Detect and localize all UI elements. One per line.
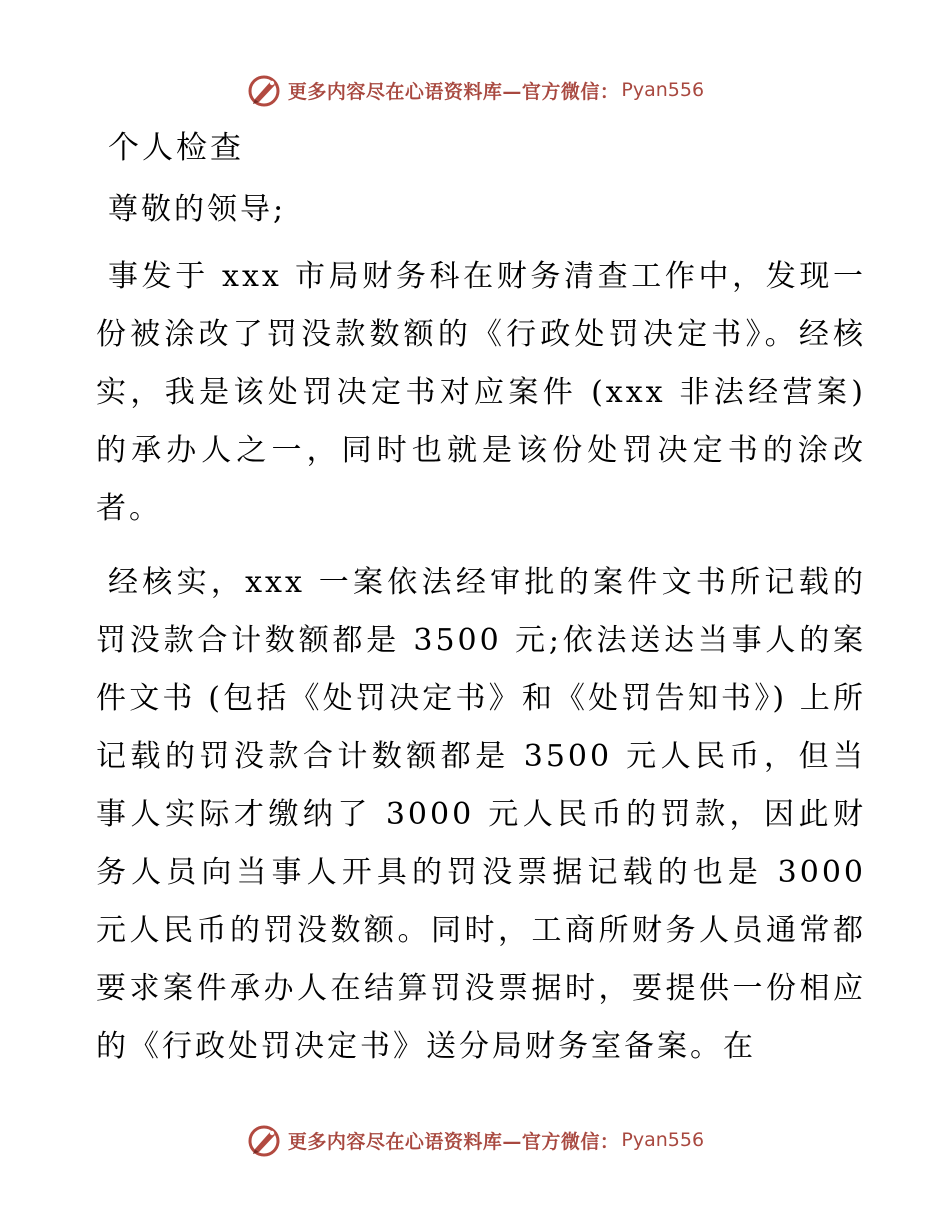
watermark-text: 更多内容尽在心语资料库—官方微信：	[287, 1130, 620, 1153]
watermark-text: 更多内容尽在心语资料库—官方微信：	[287, 80, 620, 103]
document-body	[96, 124, 866, 1092]
salutation: 尊敬的领导;	[108, 192, 287, 227]
pen-nib-logo-icon	[246, 1122, 282, 1158]
paragraph-1: 事发于 xxx 市局财务科在财务清查工作中，发现一份被涂改了罚没款数额的《行政处罚决定书》。经核实，我是该处罚决定书对应案件 (xxx 非法经营案) 的承办人之一，同时也就是该份处罚决定书的涂改者。	[96, 259, 866, 526]
watermark-handle: Pyan556	[621, 79, 705, 101]
watermark-handle: Pyan556	[621, 1129, 705, 1151]
footer-watermark	[0, 1120, 950, 1160]
header-watermark	[0, 70, 950, 110]
document-title: 个人检查	[108, 130, 244, 166]
paragraph-2: 经核实，xxx 一案依法经审批的案件文书所记载的罚没款合计数额都是 3500 元;依法送达当事人的案件文书 (包括《处罚决定书》和《处罚告知书》) 上所记载的罚没款合计数额都是 3500 元人民币，但当事人实际才缴纳了 3000 元人民币的罚款，因此财务人员向当事人开具的罚没票据记载的也是 3000 元人民币的罚没数额。同时，工商所财务人员通常都要求案件承办人在结算罚没票据时，要提供一份相应的《行政处罚决定书》送分局财务室备案。在	[96, 565, 866, 1064]
pen-nib-logo-icon	[246, 72, 282, 108]
